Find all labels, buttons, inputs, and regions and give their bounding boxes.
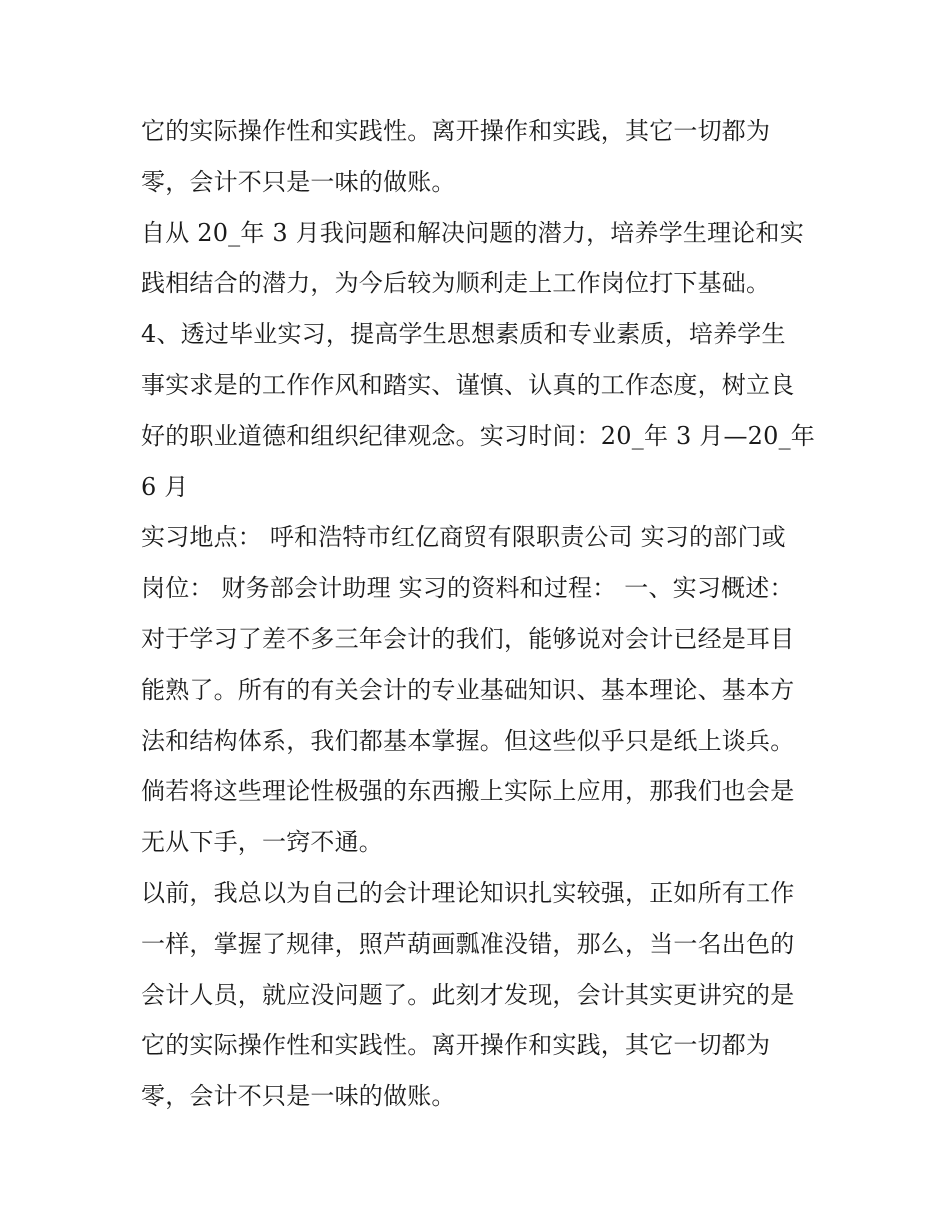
text-line: 法和结构体系，我们都基本掌握。但这些似乎只是纸上谈兵。	[141, 726, 795, 755]
document-body	[141, 106, 816, 1122]
text-line: 零，会计不只是一味的做账。	[141, 1082, 456, 1111]
text-line: 4、透过毕业实习，提高学生思想素质和专业素质，培养学生	[141, 320, 786, 349]
text-line: 践相结合的潜力，为今后较为顺利走上工作岗位打下基础。	[141, 269, 771, 298]
text-line: 实习地点： 呼和浩特市红亿商贸有限职责公司 实习的部门或	[141, 523, 786, 552]
text-line: 零，会计不只是一味的做账。	[141, 167, 456, 196]
text-line: 会计人员，就应没问题了。此刻才发现，会计其实更讲究的是	[141, 980, 795, 1009]
text-line: 以前，我总以为自己的会计理论知识扎实较强，正如所有工作	[141, 878, 795, 907]
text-line: 事实求是的工作作风和踏实、谨慎、认真的工作态度，树立良	[141, 370, 795, 399]
text-line: 岗位： 财务部会计助理 实习的资料和过程： 一、实习概述：	[141, 574, 794, 603]
text-line: 好的职业道德和组织纪律观念。实习时间：20_年 3 月—20_年	[141, 421, 816, 450]
text-line: 它的实际操作性和实践性。离开操作和实践，其它一切都为	[141, 117, 771, 145]
text-line: 自从 20_年 3 月我问题和解决问题的潜力，培养学生理论和实	[141, 218, 804, 247]
text-line: 无从下手，一窍不通。	[141, 828, 383, 857]
text-line: 能熟了。所有的有关会计的专业基础知识、基本理论、基本方	[141, 675, 795, 704]
text-line: 对于学习了差不多三年会计的我们，能够说对会计已经是耳目	[141, 624, 795, 653]
text-line: 6 月	[141, 472, 189, 501]
text-line: 倘若将这些理论性极强的东西搬上实际上应用，那我们也会是	[141, 777, 795, 806]
text-line: 它的实际操作性和实践性。离开操作和实践，其它一切都为	[141, 1031, 771, 1060]
text-line: 一样，掌握了规律，照芦葫画瓢准没错，那么，当一名出色的	[141, 929, 795, 958]
